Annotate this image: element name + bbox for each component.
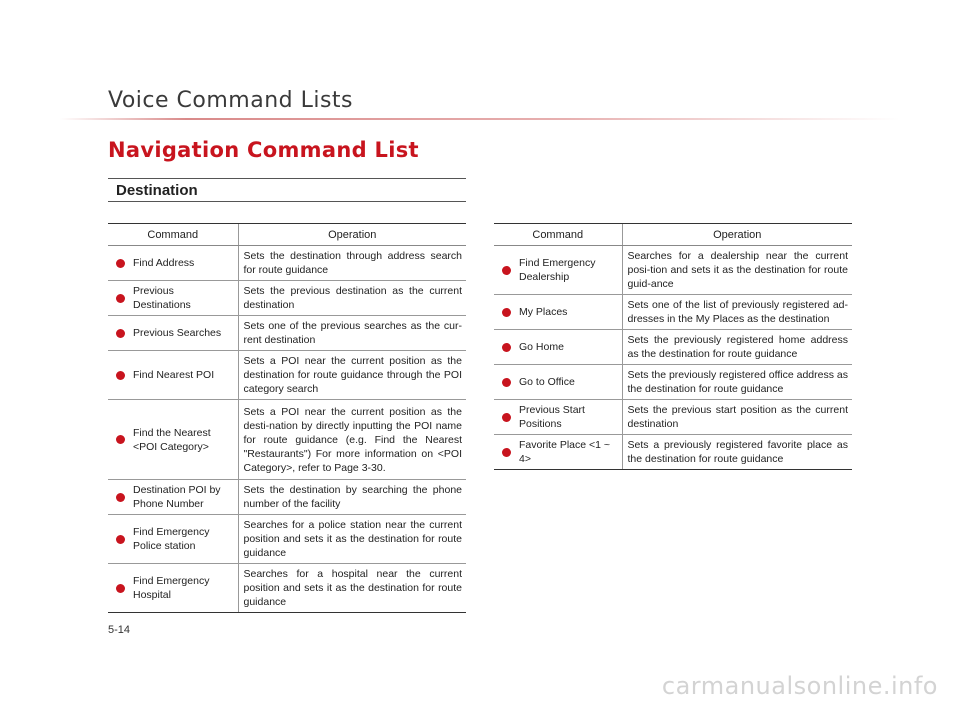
- bullet-icon: [502, 448, 511, 457]
- bullet-icon: [116, 535, 125, 544]
- table-row: [108, 480, 466, 515]
- subheading-bar: [108, 178, 466, 202]
- column-header-command: Command: [108, 224, 238, 246]
- column-header-operation: Operation: [238, 224, 466, 246]
- command-cell: [494, 295, 622, 330]
- operation-description: Sets the previous start position as the current destination: [622, 400, 852, 435]
- command-cell: [494, 246, 622, 295]
- operation-description: Searches for a hospital near the current position and sets it as the destination for route guidance: [238, 564, 466, 613]
- destination-command-table-right: [494, 223, 852, 470]
- operation-description: Sets the destination by searching the phone number of the facility: [238, 480, 466, 515]
- page-number: 5-14: [108, 624, 131, 636]
- table-row: [108, 281, 466, 316]
- table-header-row: [108, 224, 466, 246]
- bullet-icon: [502, 266, 511, 275]
- table-row: [494, 400, 852, 435]
- section-title: Navigation Command List: [108, 138, 419, 162]
- table-body: [108, 246, 466, 613]
- table-row: [108, 400, 466, 480]
- operation-description: Sets one of the previous searches as the cur-rent destination: [238, 316, 466, 351]
- command-cell: [494, 400, 622, 435]
- operation-description: Sets a POI near the current position as the destination for route guidance through the POI category search: [238, 351, 466, 400]
- command-cell: [108, 564, 238, 613]
- column-header-command: Command: [494, 224, 622, 246]
- command-label: Find Address: [133, 257, 195, 269]
- destination-command-table-left: [108, 223, 466, 613]
- bullet-icon: [502, 413, 511, 422]
- command-label: Previous Start Positions: [519, 404, 585, 430]
- table-row: [108, 351, 466, 400]
- table-row: [108, 515, 466, 564]
- bullet-icon: [116, 584, 125, 593]
- command-cell: [494, 435, 622, 470]
- bullet-icon: [116, 371, 125, 380]
- bullet-icon: [116, 294, 125, 303]
- column-header-operation: Operation: [622, 224, 852, 246]
- command-label: Find Emergency Hospital: [133, 575, 210, 601]
- table-row: [108, 564, 466, 613]
- table-row: [108, 246, 466, 281]
- command-label: Destination POI by Phone Number: [133, 484, 221, 510]
- bullet-icon: [116, 435, 125, 444]
- operation-description: Sets the previously registered home address as the destination for route guidance: [622, 330, 852, 365]
- operation-description: Sets the previous destination as the current destination: [238, 281, 466, 316]
- operation-description: Sets a POI near the current position as the desti-nation by directly inputting the POI name for route guidance (e.g. Find the Nearest "Restaurants") For more information on <POI Category>, refer to Page 3-30.: [238, 400, 466, 480]
- command-cell: [108, 281, 238, 316]
- page-header-title: Voice Command Lists: [108, 88, 354, 113]
- command-cell: [108, 351, 238, 400]
- command-cell: [108, 316, 238, 351]
- command-label: Previous Searches: [133, 327, 222, 339]
- table-row: [108, 316, 466, 351]
- command-cell: [494, 330, 622, 365]
- operation-description: Searches for a dealership near the current posi-tion and sets it as the destination for route guid-ance: [622, 246, 852, 295]
- operation-description: Sets a previously registered favorite place as the destination for route guidance: [622, 435, 852, 470]
- header-divider: [60, 118, 900, 120]
- bullet-icon: [502, 378, 511, 387]
- operation-description: Sets the previously registered office address as the destination for route guidance: [622, 365, 852, 400]
- command-label: Find Emergency Dealership: [519, 257, 596, 283]
- command-label: Find Nearest POI: [133, 369, 215, 381]
- command-cell: [108, 515, 238, 564]
- table-row: [494, 330, 852, 365]
- command-cell: [108, 400, 238, 480]
- command-label: Favorite Place <1 ~ 4>: [519, 439, 611, 465]
- operation-description: Sets one of the list of previously registered ad-dresses in the My Places as the destination: [622, 295, 852, 330]
- command-label: Previous Destinations: [133, 285, 191, 311]
- table-row: [494, 246, 852, 295]
- bullet-icon: [116, 493, 125, 502]
- command-label: My Places: [519, 306, 568, 318]
- table-row: [494, 295, 852, 330]
- bullet-icon: [502, 308, 511, 317]
- bullet-icon: [116, 329, 125, 338]
- command-label: Go to Office: [519, 376, 575, 388]
- watermark-text: carmanualsonline.info: [661, 672, 938, 700]
- bullet-icon: [502, 343, 511, 352]
- command-label: Go Home: [519, 341, 564, 353]
- table-body: [494, 246, 852, 470]
- table-row: [494, 435, 852, 470]
- command-cell: [108, 480, 238, 515]
- command-cell: [108, 246, 238, 281]
- table-row: [494, 365, 852, 400]
- bullet-icon: [116, 259, 125, 268]
- subheading-destination: Destination: [116, 182, 198, 199]
- command-label: Find the Nearest <POI Category>: [133, 426, 211, 453]
- command-label: Find Emergency Police station: [133, 526, 210, 552]
- operation-description: Searches for a police station near the current position and sets it as the destination for route guidance: [238, 515, 466, 564]
- operation-description: Sets the destination through address search for route guidance: [238, 246, 466, 281]
- command-cell: [494, 365, 622, 400]
- table-header-row: [494, 224, 852, 246]
